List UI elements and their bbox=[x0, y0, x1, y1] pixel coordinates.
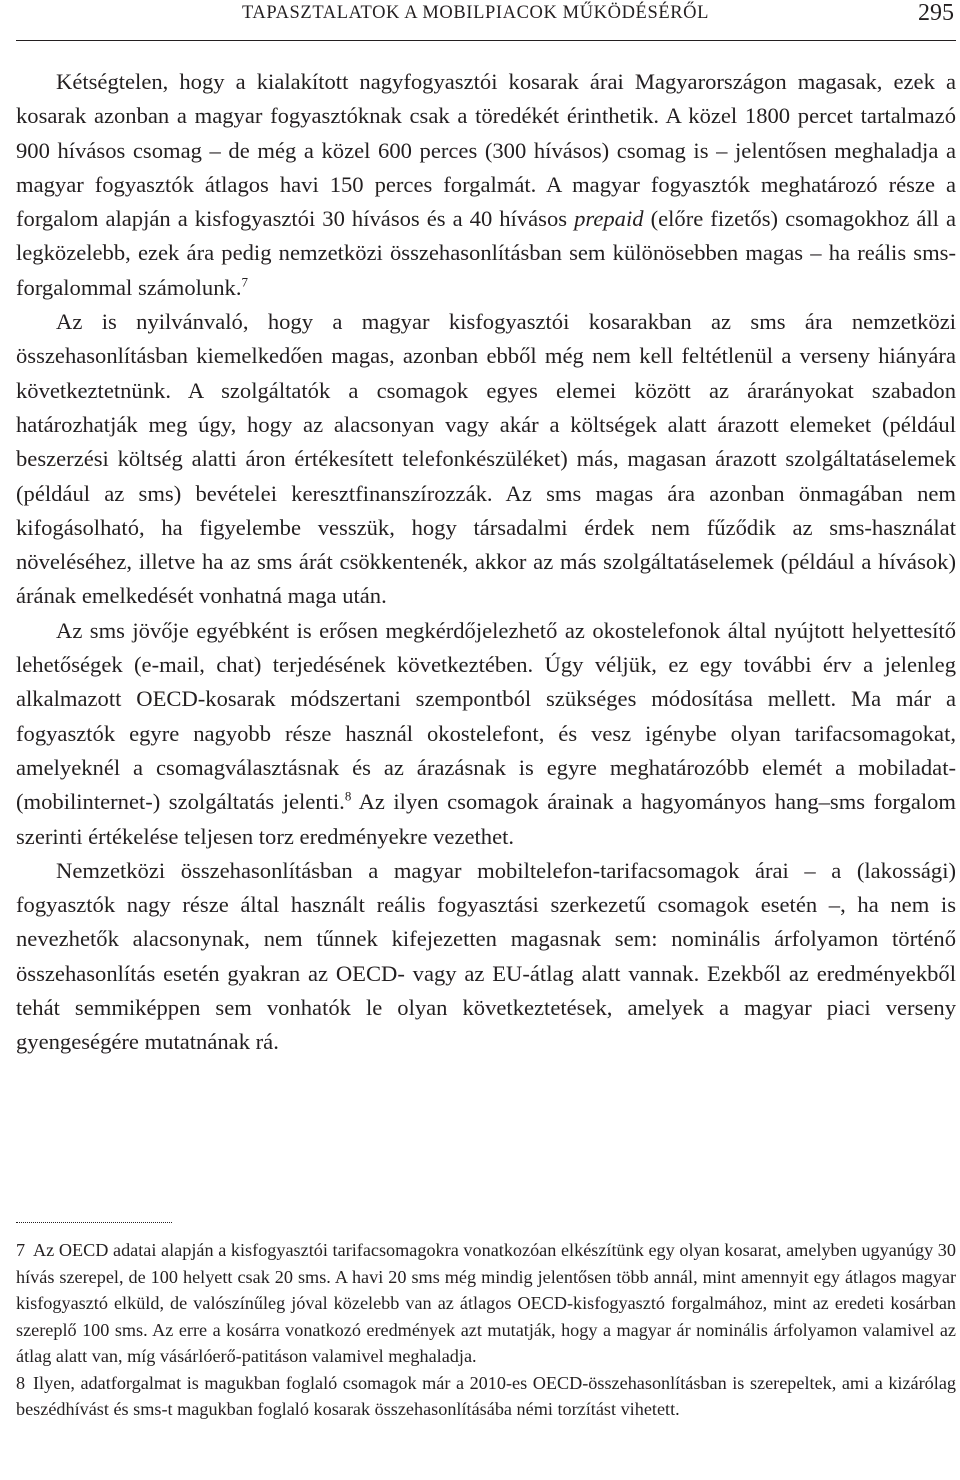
footnotes bbox=[16, 1237, 956, 1423]
footnote-divider bbox=[16, 1222, 172, 1223]
paragraph-1-text-b: (előre fizetős) csomagokhoz áll a legközelebb, ezek ára pedig nemzetközi összehasonlításban sem különösebben magas – ha reális sms-forgalommal számolunk. bbox=[16, 206, 956, 300]
paragraph-2: Az is nyilvánvaló, hogy a magyar kisfogyasztói kosarakban az sms ára nemzetközi összehasonlításban kiemelkedően magas, azonban ebből még nem kell feltétlenül a verseny hiányára következtetnünk. A szolgáltatók a csomagok egyes elemei között az árarányokat szabadon határozhatják meg úgy, hogy az alacsonyan vagy akár a költségek alatt árazott elemeket (például beszerzési költség alatti áron értékesített telefonkészüléket) más, magasan árazott szolgáltatáselemek (például az sms) bevételei keresztfinanszírozzák. Az sms magas ára azonban önmagában nem kifogásolható, ha figyelembe vesszük, hogy társadalmi érdek nem fűződik az sms-használat növeléséhez, illetve ha az sms árát csökkentenék, akkor az más szolgáltatáselemek (például a hívások) árának emelkedését vonhatná maga után. bbox=[16, 309, 956, 609]
footnote-number: 7 bbox=[16, 1240, 26, 1260]
paragraph-1-emphasis: prepaid bbox=[574, 206, 644, 232]
running-title: TAPASZTALATOK A MOBILPIACOK MŰKÖDÉSÉRŐL bbox=[242, 3, 710, 23]
paragraph-1 bbox=[16, 65, 956, 305]
footnote-7 bbox=[16, 1237, 956, 1370]
footnote-ref-7[interactable]: 7 bbox=[241, 274, 248, 290]
paragraph-3 bbox=[16, 614, 956, 854]
book-page bbox=[16, 0, 956, 1480]
paragraph-3-text-b: Az ilyen csomagok árainak a hagyományos hang–sms forgalom szerinti értékelése teljesen torz eredményekre vezethet. bbox=[16, 789, 956, 849]
footnote-8 bbox=[16, 1370, 956, 1423]
page-number: 295 bbox=[918, 0, 954, 26]
footnote-ref-8[interactable]: 8 bbox=[344, 788, 352, 804]
body-text bbox=[16, 65, 956, 1060]
footnote-number: 8 bbox=[16, 1372, 26, 1393]
footnote-text: Az OECD adatai alapján a kisfogyasztói tarifacsomagokra vonatkozóan elkészítünk egy olyan kosarat, amelyben ugyanúgy 30 hívás szerepel, de 100 helyett csak 20 sms. A havi 20 sms még mindig jelentősen több annál, mint amennyit egy átlagos magyar kisfogyasztó elküld, de valószínűleg jóval közelebb van az átlagos OECD-kisfogyasztó forgalmához, mint az eredeti kosárban szereplő 100 sms. Az erre a kosárra vonatkozó eredmények azt mutatják, hogy a magyar ár nominális árfolyamon valamivel az átlag alatt van, míg vásárlóerő-patitáson valamivel meghaladja. bbox=[16, 1240, 956, 1366]
paragraph-4: Nemzetközi összehasonlításban a magyar mobiltelefon-tarifacsomagok árai – a (lakossági) fogyasztók nagy része által használt reális fogyasztási szerkezetű csomagok esetén –, ha nem is nevezhetők alacsonynak, nem tűnnek kifejezetten magasnak sem: nominális árfolyamon történő összehasonlítás esetén gyakran az OECD- vagy az EU-átlag alatt vannak. Ezekből az eredményekből tehát semmiképpen sem vonhatók le olyan következtetések, amelyek a magyar piaci verseny gyengeségére mutatnának rá. bbox=[16, 857, 956, 1055]
paragraph-3-text-a: Az sms jövője egyébként is erősen megkérdőjelezhető az okostelefonok által nyújtott helyettesítő lehetőségek (e-mail, chat) terjedésének következtében. Úgy véljük, ez egy további érv a jelenleg alkalmazott OECD-kosarak módszertani szempontból szükséges módosítása mellett. Ma már a fogyasztók egyre nagyobb része használ okostelefont, és vesz igénybe olyan tarifacsomagokat, amelyeknél a csomagválasztásnak és az árazásnak is egyre meghatározóbb elemét a mobiladat- (mobilinternet-) szolgáltatás jelenti. bbox=[16, 617, 956, 815]
footnote-text: Ilyen, adatforgalmat is magukban foglaló csomagok már a 2010-es OECD-összehasonlításban is szerepeltek, ami a kizárólag beszédhívást és sms-t magukban foglaló kosarak összehasonlításába némi torzítást vihetett. bbox=[16, 1372, 956, 1419]
paragraph-1-text-a: Kétségtelen, hogy a kialakított nagyfogyasztói kosarak árai Magyarországon magasak, ezek a kosarak azonban a magyar fogyasztóknak csak a töredékét érinthetik. A közel 1800 percet tartalmazó 900 hívásos csomag – de még a közel 600 perces (300 hívásos) csomag is – jelentősen meghaladja a magyar fogyasztók átlagos havi 150 perces forgalmát. A magyar fogyasztók meghatározó része a forgalom alapján a kisfogyasztói 30 hívásos és a 40 hívásos bbox=[16, 69, 956, 232]
running-header bbox=[16, 0, 956, 41]
